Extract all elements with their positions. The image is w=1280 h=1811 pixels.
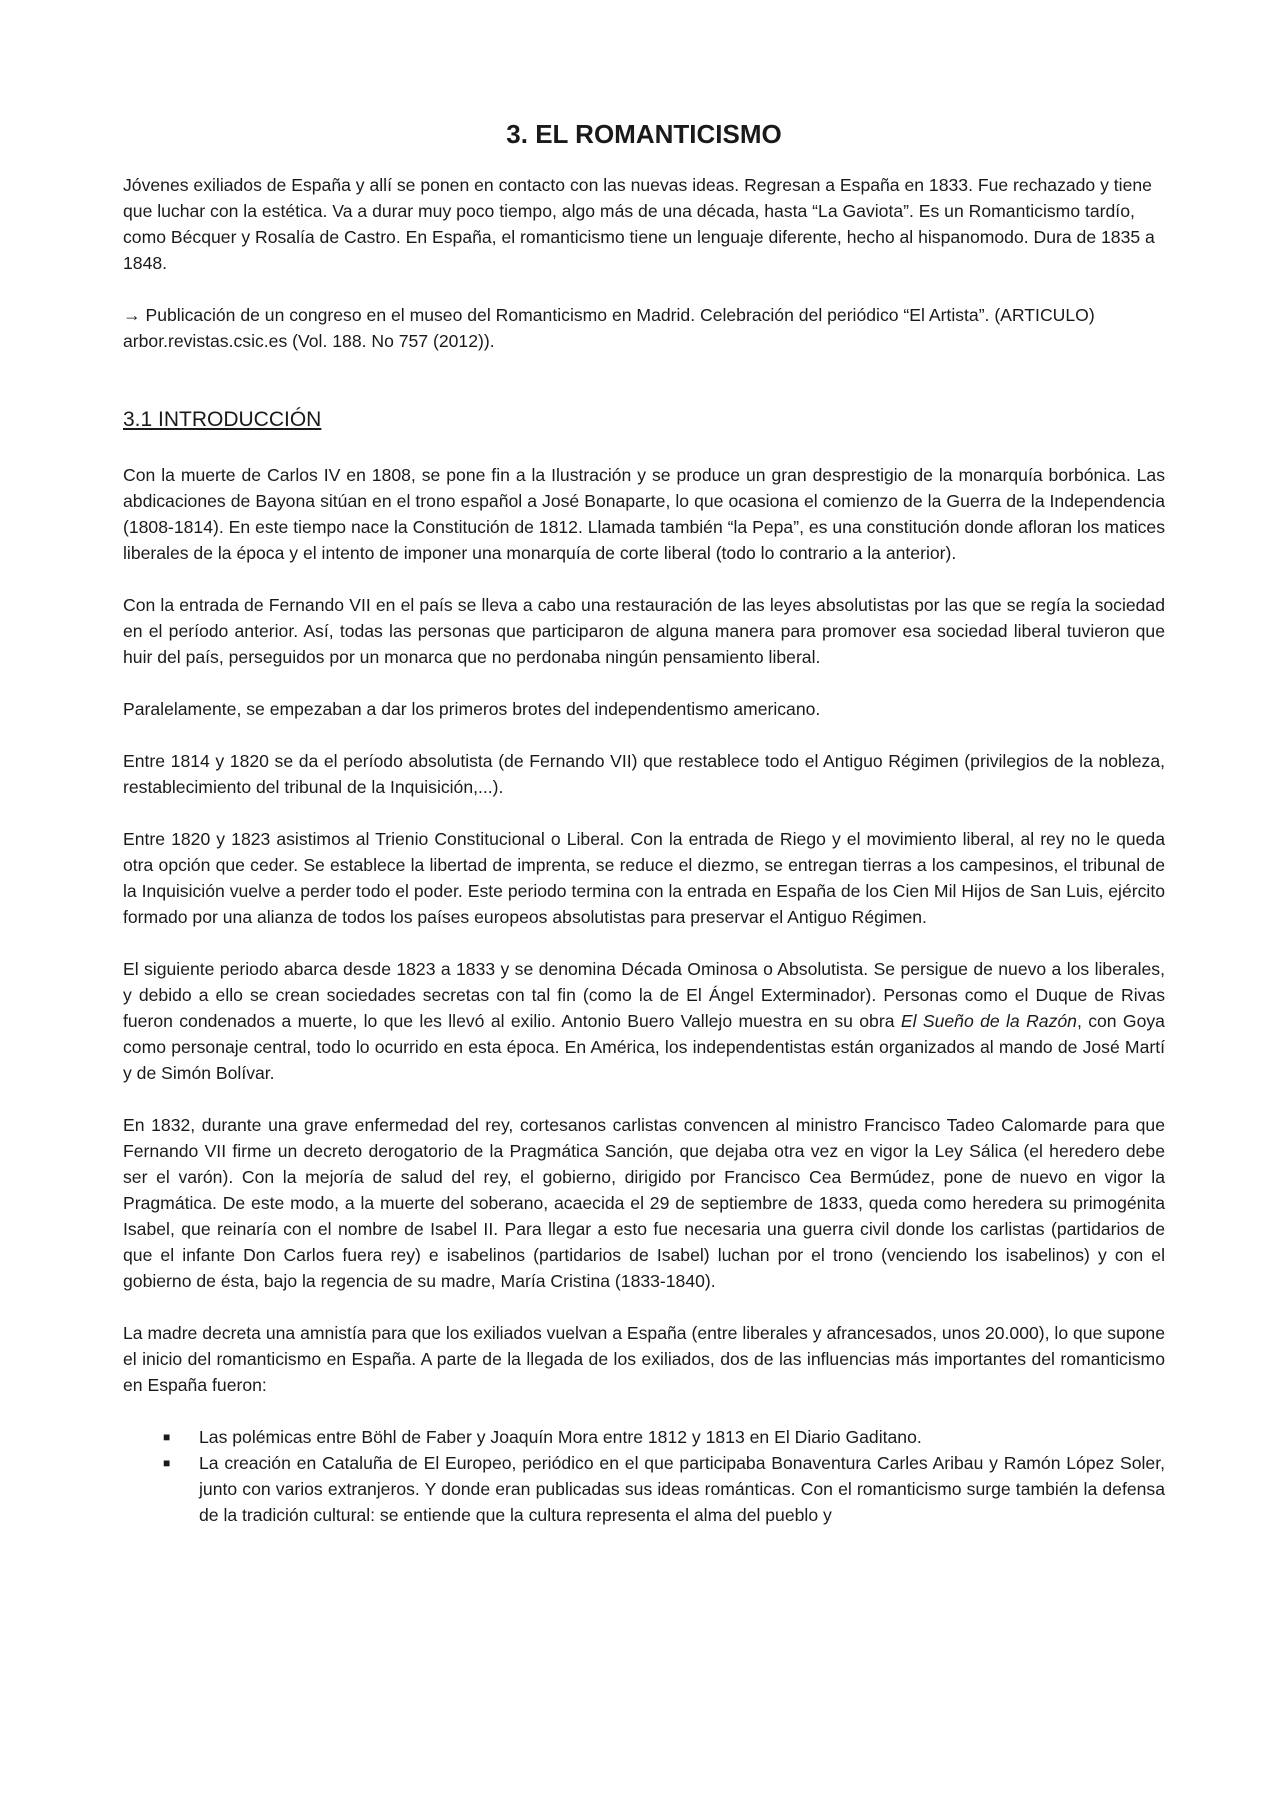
- list-item-text: La creación en Cataluña de El Europeo, periódico en el que participaba Bonaventura Carles Aribau y Ramón López Soler, junto con varios extranjeros. Y donde eran publicadas sus ideas románticas. Con el romanticismo surge también la defensa de la tradición cultural: se entiende que la cultura representa el alma del pueblo y: [199, 1453, 1165, 1525]
- influences-list: [123, 1424, 1165, 1528]
- paragraph-text: , con Goya como personaje central, todo lo ocurrido en esta época. En América, los independentistas están organizados al mando de José Martí y de Simón Bolívar.: [123, 1011, 1165, 1083]
- list-item-text: Las polémicas entre Böhl de Faber y Joaquín Mora entre 1812 y 1813 en El Diario Gaditano.: [199, 1427, 922, 1447]
- page-title: 3. EL ROMANTICISMO: [506, 119, 782, 149]
- paragraph-independentismo: Paralelamente, se empezaban a dar los primeros brotes del independentismo americano.: [123, 699, 821, 719]
- intro-paragraph: Jóvenes exiliados de España y allí se ponen en contacto con las nuevas ideas. Regresan a España en 1833. Fue rechazado y tiene que luchar con la estética. Va a durar muy poco tiempo, algo más de una década, hasta “La Gaviota”. Es un Romanticismo tardío, como Bécquer y Rosalía de Castro. En España, el romanticismo tiene un lenguaje diferente, hecho al hispanomodo. Dura de 1835 a 1848.: [123, 175, 1155, 273]
- square-bullet-icon: ■: [163, 1430, 171, 1444]
- paragraph-amnistia: La madre decreta una amnistía para que los exiliados vuelvan a España (entre liberales y afrancesados, unos 20.000), lo que supone el inicio del romanticismo en España. A parte de la llegada de los exiliados, dos de las influencias más importantes del romanticismo en España fueron:: [123, 1323, 1165, 1395]
- paragraph-pragmatica-sancion: En 1832, durante una grave enfermedad del rey, cortesanos carlistas convencen al ministro Francisco Tadeo Calomarde para que Fernando VII firme un decreto derogatorio de la Pragmática Sanción, que dejaba otra vez en vigor la Ley Sálica (el heredero debe ser el varón). Con la mejoría de salud del rey, el gobierno, dirigido por Francisco Cea Bermúdez, pone de nuevo en vigor la Pragmática. De este modo, a la muerte del soberano, acaecida el 29 de septiembre de 1833, queda como heredera su primogénita Isabel, que reinaría con el nombre de Isabel II. Para llegar a esto fue necesaria una guerra civil donde los carlistas (partidarios de que el infante Don Carlos fuera rey) e isabelinos (partidarios de Isabel) luchan por el trono (venciendo los isabelinos) y con el gobierno de ésta, bajo la regencia de su madre, María Cristina (1833-1840).: [123, 1115, 1165, 1291]
- work-title: El Sueño de la Razón: [900, 1011, 1077, 1031]
- square-bullet-icon: ■: [163, 1456, 171, 1470]
- section-heading: 3.1 INTRODUCCIÓN: [123, 408, 322, 431]
- list-item: [123, 1450, 1165, 1528]
- reference-note: → Publicación de un congreso en el museo del Romanticismo en Madrid. Celebración del periódico “El Artista”. (ARTICULO) arbor.revistas.csic.es (Vol. 188. No 757 (2012)).: [123, 305, 1095, 351]
- paragraph-fernando-vii: Con la entrada de Fernando VII en el país se lleva a cabo una restauración de las leyes absolutistas por las que se regía la sociedad en el período anterior. Así, todas las personas que participaron de alguna manera para promover esa sociedad liberal tuvieron que huir del país, perseguidos por un monarca que no perdonaba ningún pensamiento liberal.: [123, 595, 1165, 667]
- list-item: [123, 1424, 1165, 1450]
- paragraph-periodo-absolutista: Entre 1814 y 1820 se da el período absolutista (de Fernando VII) que restablece todo el Antiguo Régimen (privilegios de la nobleza, restablecimiento del tribunal de la Inquisición,...).: [123, 751, 1165, 797]
- paragraph-decada-ominosa: [123, 956, 1165, 1086]
- document-page: [123, 118, 1165, 1528]
- paragraph-trienio-liberal: Entre 1820 y 1823 asistimos al Trienio Constitucional o Liberal. Con la entrada de Riego y el movimiento liberal, al rey no le queda otra opción que ceder. Se establece la libertad de imprenta, se reduce el diezmo, se entregan tierras a los campesinos, el tribunal de la Inquisición vuelve a perder todo el poder. Este periodo termina con la entrada en España de los Cien Mil Hijos de San Luis, ejército formado por una alianza de todos los países europeos absolutistas para preservar el Antiguo Régimen.: [123, 829, 1165, 927]
- paragraph-text: El siguiente periodo abarca desde 1823 a 1833 y se denomina Década Ominosa o Absolutista. Se persigue de nuevo a los liberales, y debido a ello se crean sociedades secretas con tal fin (como la de El Ángel Exterminador). Personas como el Duque de Rivas fueron condenados a muerte, lo que les llevó al exilio. Antonio Buero Vallejo muestra en su obra: [123, 959, 1165, 1031]
- paragraph-carlos-iv: Con la muerte de Carlos IV en 1808, se pone fin a la Ilustración y se produce un gran desprestigio de la monarquía borbónica. Las abdicaciones de Bayona sitúan en el trono español a José Bonaparte, lo que ocasiona el comienzo de la Guerra de la Independencia (1808-1814). En este tiempo nace la Constitución de 1812. Llamada también “la Pepa”, es una constitución donde afloran los matices liberales de la época y el intento de imponer una monarquía de corte liberal (todo lo contrario a la anterior).: [123, 465, 1165, 563]
